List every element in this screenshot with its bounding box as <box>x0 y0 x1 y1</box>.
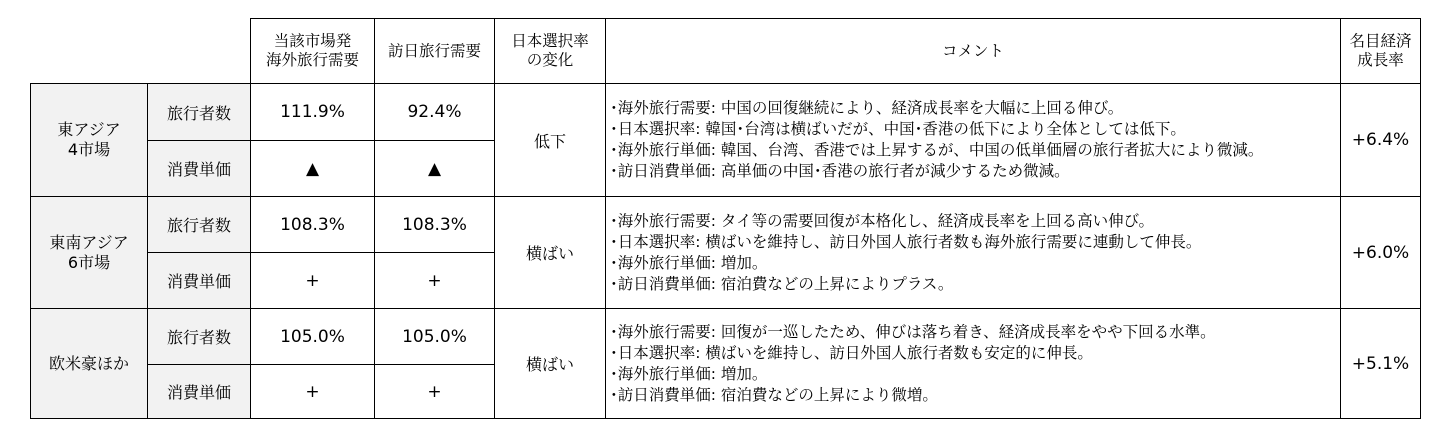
japan-share-change-value: 横ばい <box>495 197 606 309</box>
metric-label: 消費単価 <box>148 253 251 309</box>
table-header <box>31 19 1421 84</box>
summary-table <box>30 18 1421 419</box>
outbound-value: + <box>251 253 375 309</box>
comment-line: ･日本選択率: 横ばいを維持し、訪日外国人旅行者数も安定的に伸長。 <box>610 343 1093 362</box>
inbound-value: + <box>375 253 495 309</box>
comment-cell <box>606 309 1341 419</box>
header-row <box>31 19 1421 84</box>
comment-line: ･海外旅行単価: 韓国、台湾、香港では上昇するが、中国の低単価層の旅行者拡大により微減。 <box>610 141 1264 159</box>
outbound-value: 108.3% <box>251 197 375 253</box>
comment-line: ･海外旅行需要: 中国の回復継続により、経済成長率を大幅に上回る伸び。 <box>610 99 1124 117</box>
nominal-growth-value: +6.4% <box>1341 84 1421 197</box>
inbound-value: + <box>375 365 495 419</box>
table-row <box>31 84 1421 141</box>
metric-label: 旅行者数 <box>148 84 251 141</box>
region-label: 東アジア 4市場 <box>31 84 148 197</box>
header-outbound-demand: 当該市場発 海外旅行需要 <box>251 19 375 84</box>
metric-label: 消費単価 <box>148 365 251 419</box>
japan-share-change-value: 横ばい <box>495 309 606 419</box>
table-body <box>31 84 1421 419</box>
comment-line: ･海外旅行需要: タイ等の需要回復が本格化し、経済成長率を上回る高い伸び。 <box>610 211 1154 230</box>
outbound-value: 111.9% <box>251 84 375 141</box>
comment-cell <box>606 84 1341 197</box>
comment-line: ･海外旅行需要: 回復が一巡したため、伸びは落ち着き、経済成長率をやや下回る水準。 <box>610 322 1216 341</box>
comment-line: ･日本選択率: 韓国･台湾は横ばいだが、中国･香港の低下により全体としては低下。 <box>610 120 1186 138</box>
outbound-value: 105.0% <box>251 309 375 365</box>
comment-line: ･海外旅行単価: 増加。 <box>610 364 768 383</box>
nominal-growth-value: +6.0% <box>1341 197 1421 309</box>
corner-cell <box>31 19 251 84</box>
region-label: 東南アジア 6市場 <box>31 197 148 309</box>
comment-line: ･訪日消費単価: 高単価の中国･香港の旅行者が減少するため微減。 <box>610 162 1070 180</box>
comment-line: ･日本選択率: 横ばいを維持し、訪日外国人旅行者数も海外旅行需要に連動して伸長。 <box>610 232 1202 251</box>
header-nominal-growth: 名目経済 成長率 <box>1341 19 1421 84</box>
inbound-value: 92.4% <box>375 84 495 141</box>
header-comment: コメント <box>606 19 1341 84</box>
table-row <box>31 197 1421 253</box>
inbound-value: 105.0% <box>375 309 495 365</box>
metric-label: 旅行者数 <box>148 197 251 253</box>
nominal-growth-value: +5.1% <box>1341 309 1421 419</box>
header-japan-share-change: 日本選択率 の変化 <box>495 19 606 84</box>
inbound-value: 108.3% <box>375 197 495 253</box>
japan-share-change-value: 低下 <box>495 84 606 197</box>
inbound-value: ▲ <box>375 141 495 197</box>
region-label: 欧米豪ほか <box>31 309 148 419</box>
table-row <box>31 309 1421 365</box>
comment-line: ･海外旅行単価: 増加。 <box>610 253 768 272</box>
summary-table-container <box>30 18 1420 418</box>
header-inbound-demand: 訪日旅行需要 <box>375 19 495 84</box>
comment-line: ･訪日消費単価: 宿泊費などの上昇によりプラス。 <box>610 274 954 293</box>
outbound-value: + <box>251 365 375 419</box>
comment-cell <box>606 197 1341 309</box>
comment-line: ･訪日消費単価: 宿泊費などの上昇により微増。 <box>610 385 938 404</box>
outbound-value: ▲ <box>251 141 375 197</box>
metric-label: 消費単価 <box>148 141 251 197</box>
metric-label: 旅行者数 <box>148 309 251 365</box>
